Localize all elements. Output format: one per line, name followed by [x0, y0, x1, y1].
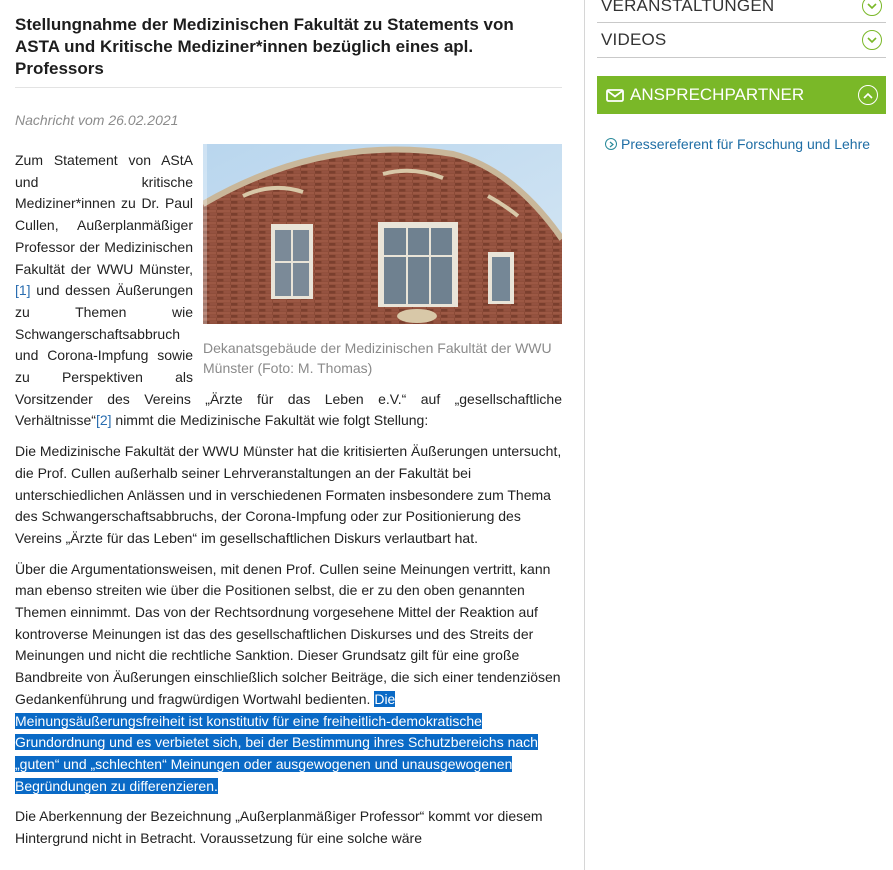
footnote-link-1[interactable]: [1] — [15, 282, 31, 299]
paragraph-2-text: Über die Argumentationsweisen, mit denen Prof. Cullen seine Meinungen vertritt, kann man ebenso streiten wie über die Positionen selbst, die er zu den oben genannten Themen einnimmt. Das von der Rechtsordnung vorgesehene Mittel der Reaktion auf kontroverse Meinungen ist das des gesellschaftlichen Diskurses und des Streits der Meinungen und nicht die rechtliche Sanktion. Dieser Grundsatz gilt für eine große Bandbreite von Äußerungen einschließlich solcher Beiträge, die sich einer tendenziösen Gedankenführung und fragwürdigen Wortwahl bedienten. — [15, 560, 561, 707]
intro-text-3: nimmt die Medizinische Fakultät wie folgt Stellung: — [111, 412, 429, 429]
column-divider — [584, 0, 585, 870]
paragraph-1: Die Medizinische Fakultät der WWU Münster hat die kritisierten Äußerungen untersucht, die Prof. Cullen außerhalb seiner Lehrveranstaltungen an der Fakultät bei unterschiedlichen Anlässen und in verschiedenen Formaten insbesondere zum Thema des Schwangerschaftsabbruchs, der Corona-Impfung oder zur Positionierung des Vereins „Ärzte für das Leben“ im gesellschaftlichen Diskurs verlautbart hat. — [15, 443, 562, 546]
sidebar-item-events[interactable] — [597, 0, 886, 23]
envelope-icon — [606, 89, 624, 102]
paragraph-2 — [15, 559, 562, 798]
sidebar-item-videos[interactable] — [597, 23, 886, 58]
footnote-link-2[interactable]: [2] — [95, 412, 112, 429]
intro-text-1: Zum Statement von AStA und kritische Mediziner*innen zu Dr. Paul Cullen, Außerplanmäßiger Professor der Medizinischen Fakultät der WWU Münster, — [15, 152, 193, 277]
article-date: Nachricht vom 26.02.2021 — [15, 112, 179, 128]
selected-text-highlight: Die Meinungsäußerungsfreiheit ist konstitutiv für eine freiheitlich-demokratische Grundordnung und es verbietet sich, bei der Bestimmung ihres Schutzbereichs nach „guten“ und „schlechten“ Meinungen oder ausgewogenen und unausgewogenen Begründungen zu differenzieren. — [15, 690, 538, 794]
contact-link-label: Pressereferent für Forschung und Lehre — [621, 136, 871, 152]
paragraph-3: Die Aberkennung der Bezeichnung „Außerplanmäßiger Professor“ kommt vor diesem Hintergrund nicht in Betracht. Voraussetzung für eine solche wäre — [15, 808, 543, 847]
sidebar — [597, 0, 886, 152]
figure-caption: Dekanatsgebäude der Medizinischen Fakultät der WWU Münster (Foto: M. Thomas) — [203, 340, 552, 376]
chevron-right-icon — [605, 138, 617, 150]
contact-title — [606, 85, 804, 105]
sidebar-item-label: VERANSTALTUNGEN — [601, 0, 775, 15]
sidebar-item-label: VIDEOS — [601, 30, 667, 49]
chevron-down-icon — [862, 0, 882, 16]
article-main — [15, 0, 562, 859]
contact-accordion-header[interactable] — [597, 76, 886, 114]
article-figure — [203, 144, 562, 378]
contact-link[interactable] — [597, 136, 886, 152]
chevron-down-icon — [862, 30, 882, 50]
title-divider — [15, 87, 562, 88]
article-body — [15, 144, 562, 850]
intro-text-2: und dessen Äußerungen zu Themen wie Schwangerschaftsabbruch und Corona-Impfung sowie zu Perspektiven als Vorsitzender des Vereins „Ärzte für das Leben e.V.“ auf „gesellschaftliche Verhältnisse“ — [15, 282, 562, 429]
chevron-up-icon — [858, 85, 878, 105]
contact-label: ANSPRECHPARTNER — [630, 85, 805, 104]
building-photo — [203, 144, 562, 324]
page-title: Stellungnahme der Medizinischen Fakultät zu Statements von ASTA und Kritische Mediziner*innen bezüglich eines apl. Professors — [15, 15, 514, 78]
